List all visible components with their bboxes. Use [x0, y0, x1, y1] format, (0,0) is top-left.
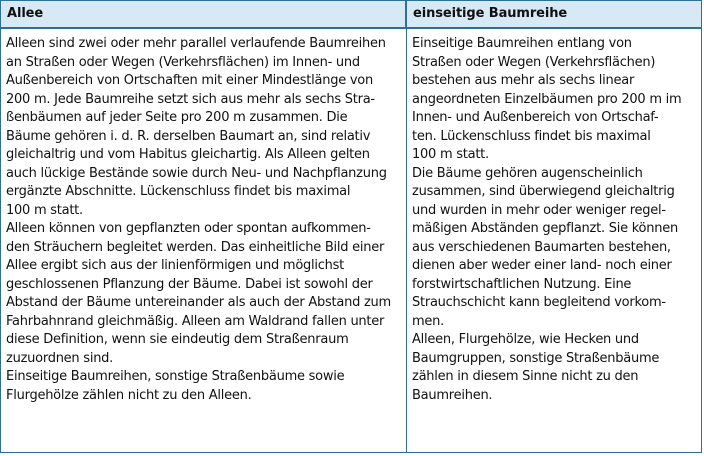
text-line: an Straßen oder Wegen (Verkehrsflächen) im Innen- und [6, 54, 360, 70]
text-line: Alleen sind zwei oder mehr parallel verlaufende Baumreihen [6, 36, 386, 51]
text-line: gleichaltrig und vom Habitus gleichartig. Als Alleen gelten [6, 147, 370, 162]
text-line: Alleen, Flurgehölze, wie Hecken und [412, 332, 639, 347]
text-line: Strauchschicht kann begleitend vorkom- [412, 295, 666, 310]
text-line: Allee ergibt sich aus der linienförmigen und möglichst [6, 258, 345, 273]
text-line: men. [412, 313, 445, 329]
text-line: und wurden in mehr oder weniger regel- [412, 202, 666, 218]
text-line: Abstand der Bäume untereinander als auch der Abstand zum [6, 295, 391, 310]
text-line: Baumreihen. [412, 387, 493, 403]
text-line: zusammen, sind überwiegend gleichaltrig [412, 184, 675, 199]
text-line: dienen aber weder einer land- noch einer [412, 258, 672, 273]
text-line: 100 m statt. [6, 202, 83, 218]
text-line: Bäume gehören i. d. R. derselben Baumart an, sind relativ [6, 128, 371, 144]
text-line: geschlossenen Pflanzung der Bäume. Dabei ist sowohl der [6, 276, 373, 292]
text-line: ten. Lückenschluss findet bis maximal [412, 128, 651, 144]
text-line: aus verschiedenen Baumarten bestehen, [412, 239, 671, 255]
text-line: Fahrbahnrand gleichmäßig. Alleen am Waldrand fallen unter [6, 313, 385, 329]
text-line: auch lückige Bestände sowie durch Neu- und Nachpflanzung [6, 165, 387, 181]
text-line: ßenbäumen auf jeder Seite pro 200 m zusammen. Die [6, 110, 348, 125]
text-line: mäßigen Abständen gepflanzt. Sie können [412, 221, 678, 236]
text-line: den Sträuchern begleitet werden. Das einheitliche Bild einer [6, 239, 385, 255]
text-line: Straßen oder Wegen (Verkehrsflächen) [412, 54, 656, 70]
text-line: forstwirtschaftlichen Nutzung. Eine [412, 276, 632, 292]
text-line: Innen- und Außenbereich von Ortschaf- [412, 110, 659, 125]
text-line: 200 m. Jede Baumreihe setzt sich aus mehr als sechs Stra- [6, 91, 375, 107]
text-line: Flurgehölze zählen nicht zu den Alleen. [6, 387, 252, 403]
allee-definition-cell [1, 29, 407, 452]
text-line: zählen in diesem Sinne nicht zu den [412, 369, 639, 384]
text-line: ergänzte Abschnitte. Lückenschluss findet bis maximal [6, 184, 351, 199]
text-line: Die Bäume gehören augenscheinlich [412, 165, 643, 181]
text-line: Baumgruppen, sonstige Straßenbäume [412, 350, 660, 366]
baumreihe-definition-cell [407, 29, 701, 452]
column-header-einseitige-baumreihe: einseitige Baumreihe [407, 1, 701, 29]
text-line: zuzuordnen sind. [6, 350, 114, 366]
text-line: 100 m statt. [412, 147, 489, 162]
text-line: Einseitige Baumreihen entlang von [412, 36, 632, 51]
text-line: Alleen können von gepflanzten oder spontan aufkommen- [6, 221, 371, 236]
text-line: diese Definition, wenn sie eindeutig dem Straßenraum [6, 332, 349, 347]
text-line: angeordneten Einzelbäumen pro 200 m im [412, 91, 682, 107]
text-line: Außenbereich von Ortschaften mit einer Mindestlänge von [6, 73, 373, 88]
text-line: Einseitige Baumreihen, sonstige Straßenbäume sowie [6, 369, 345, 384]
column-header-allee: Allee [1, 1, 407, 29]
text-line: bestehen aus mehr als sechs linear [412, 73, 635, 88]
